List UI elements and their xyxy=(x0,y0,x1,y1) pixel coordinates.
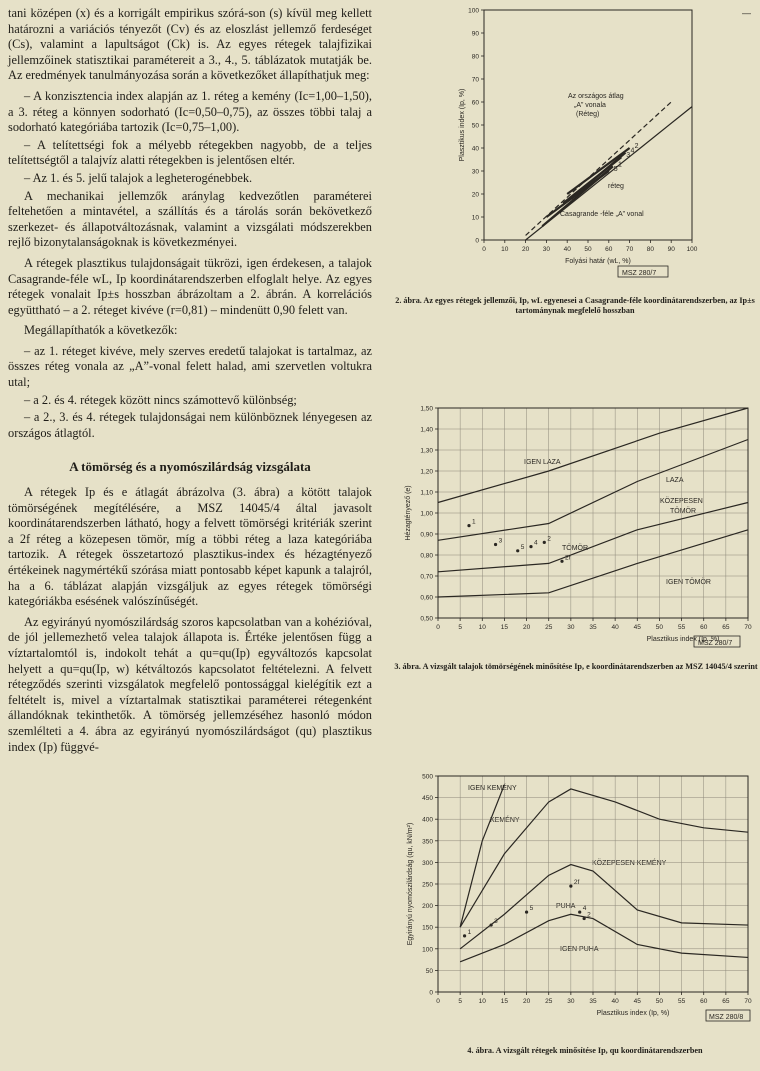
x-tick-label: 0 xyxy=(436,624,440,631)
x-tick-label: 70 xyxy=(744,624,752,631)
data-point-label: 5 xyxy=(520,543,525,551)
x-tick-label: 0 xyxy=(482,246,486,253)
data-point xyxy=(543,541,546,544)
y-tick-label: 1,30 xyxy=(420,447,433,455)
x-tick-label: 70 xyxy=(744,998,752,1005)
y-tick-label: 60 xyxy=(471,99,479,107)
y-tick-label: 500 xyxy=(422,773,433,781)
y-tick-label: 0 xyxy=(429,989,433,997)
annotation-avonal: „A” vonala xyxy=(574,102,606,109)
y-tick-label: 0,60 xyxy=(420,594,433,602)
paragraph: A rétegek plasztikus tulajdonságait tükrözi, igen érdekesen, a talajok Casagrande-féle wL, Ip koordinátarendszerben elfoglalt helye. Az egyes rétegek vonalait Ip±s hosszban ábrázoltam a 2. ábrán. A korrelációs együttható – a 2. réteget kivéve (r=0,81) – mindenütt 0,90 felett van. xyxy=(8,255,372,317)
y-tick-label: 30 xyxy=(471,168,479,176)
paragraph: A rétegek Ip és e átlagát ábrázolva (3. ábra) a kötött talajok tömörségének megítélésére, a MSZ 14045/4 által javasolt koordinátarendszerben látható, hogy a felvett tömörségi kritériák szerint a 2f réteg a közepesen tömör, míg a többi réteg a laza kategóriába tartozik. A rétegek összetartozó plasztikus-index és hézagtényező értékeinek nagymértékű szórása miatt pontosabb képet kapunk a talajról, ha a 6. táblázat alapján vizsgáljuk az egyes rétegek tömörségi kategóriákba esésének valószínűségét. xyxy=(8,485,372,609)
paragraph: Megállapíthatók a következők: xyxy=(24,323,178,338)
y-tick-label: 0,50 xyxy=(420,615,433,623)
region-puha: PUHA xyxy=(556,903,576,910)
x-tick-label: 35 xyxy=(589,624,597,631)
figure-4 xyxy=(404,770,760,1030)
data-point-label: 5 xyxy=(529,905,534,913)
x-tick-label: 30 xyxy=(567,624,575,631)
data-point xyxy=(569,885,572,888)
data-point xyxy=(516,549,519,552)
x-tick-label: 15 xyxy=(500,998,509,1005)
y-tick-label: 400 xyxy=(422,816,433,824)
y-tick-label: 0,70 xyxy=(420,573,433,581)
data-point xyxy=(529,545,532,548)
paragraph: tani középen (x) és a korrigált empirikus szórá-son (s) kívül meg kellett határozni a variációs tényezőt (Cv) és az eloszlást jellemző ferdeséget (Cs), valamint a lapultságot (Ck) is. Az egyes rétegek talajfizikai jellemzőinek statisztikai paramétereit a 3., 4., 5. táblázatok mutatják be. Az eredmények tanulmányozása során a következőket állapíthatjuk meg: xyxy=(8,6,372,83)
data-point xyxy=(463,934,466,937)
x-tick-label: 40 xyxy=(563,246,571,253)
y-tick-label: 0 xyxy=(475,237,479,245)
data-point-label: 3 xyxy=(494,918,498,926)
x-tick-label: 10 xyxy=(501,246,509,253)
series-label: 5 xyxy=(613,166,618,173)
compactness-chart xyxy=(404,402,760,652)
data-point xyxy=(560,560,563,563)
y-tick-label: 150 xyxy=(422,924,433,932)
region-laza: LAZA xyxy=(666,477,684,484)
x-tick-label: 50 xyxy=(655,624,664,631)
y-tick-label: 1,10 xyxy=(420,489,433,497)
strength-chart xyxy=(404,770,760,1030)
region-tomor-2: TÖMÖR xyxy=(562,545,589,552)
x-axis-label: Plasztikus index (Ip, %) xyxy=(646,636,720,643)
series-line xyxy=(460,789,748,927)
y-tick-label: 10 xyxy=(471,214,479,222)
data-point-label: 4 xyxy=(582,905,587,913)
x-tick-label: 5 xyxy=(458,998,462,1005)
y-tick-label: 1,00 xyxy=(420,510,433,518)
y-tick-label: 1,40 xyxy=(420,426,433,434)
y-tick-label: 100 xyxy=(468,7,479,15)
x-tick-label: 65 xyxy=(722,998,730,1005)
figure-3 xyxy=(404,402,760,652)
region-kemeny: KEMÉNY xyxy=(490,817,520,824)
series-label: 2 xyxy=(634,143,639,150)
data-point xyxy=(583,917,586,920)
y-tick-label: 200 xyxy=(422,903,433,911)
figure-3-caption: 3. ábra. A vizsgált talajok tömörségének minősítése Ip, e koordinátarendszerben az MSZ 14045/4 szerint xyxy=(394,662,758,671)
region-igen-puha: IGEN PUHA xyxy=(560,946,599,953)
x-tick-label: 30 xyxy=(567,998,575,1005)
series-label: 3 xyxy=(626,152,631,160)
series-line xyxy=(460,911,748,962)
figure-4-caption: 4. ábra. A vizsgált rétegek minősítése Ip, qu koordinátarendszerben xyxy=(467,1046,703,1055)
region-igen-laza: IGEN LAZA xyxy=(524,459,561,466)
y-tick-label: 50 xyxy=(471,122,479,130)
series-label: 1 xyxy=(617,161,622,169)
x-tick-label: 10 xyxy=(478,624,486,631)
x-tick-label: 55 xyxy=(677,624,686,631)
y-tick-label: 1,20 xyxy=(420,468,433,476)
standard-label: MSZ 280/8 xyxy=(709,1014,744,1021)
x-tick-label: 30 xyxy=(542,246,551,253)
region-kozepesen-kemeny: KÖZEPESEN KEMÉNY xyxy=(592,860,667,867)
x-tick-label: 35 xyxy=(589,998,597,1005)
series-label: 4 xyxy=(630,147,635,155)
annotation-atlag: Az országos átlag xyxy=(568,93,624,100)
y-tick-label: 80 xyxy=(471,53,479,61)
x-tick-label: 50 xyxy=(584,246,592,253)
y-axis-label: Plasztikus index (Ip, %) xyxy=(459,88,466,162)
x-tick-label: 45 xyxy=(633,998,641,1005)
x-tick-label: 40 xyxy=(611,624,619,631)
y-tick-label: 90 xyxy=(471,30,479,38)
data-point xyxy=(578,910,581,913)
annotation-casagrande: Casagrande -féle „A” vonal xyxy=(560,211,644,218)
region-igen-tomor: IGEN TÖMÖR xyxy=(666,579,711,586)
data-point xyxy=(467,524,470,527)
standard-label: MSZ 280/7 xyxy=(698,640,733,647)
y-tick-label: 1,50 xyxy=(420,405,433,413)
region-igen-kemeny: IGEN KEMÉNY xyxy=(468,785,517,792)
data-point-label: 2f xyxy=(565,554,571,562)
data-point-label: 2 xyxy=(547,535,551,543)
data-point-label: 1 xyxy=(467,928,472,936)
x-tick-label: 60 xyxy=(700,998,708,1005)
data-point xyxy=(490,923,493,926)
y-tick-label: 0,90 xyxy=(420,531,433,539)
figure-2-caption: 2. ábra. Az egyes rétegek jellemzői, Ip, wL egyenesei a Casagrande-féle koordinátarendszerben, az Ip±s tartománynak megfelelő hosszban xyxy=(395,296,755,315)
list-item: – Az 1. és 5. jelű talajok a legheterogénebbek. xyxy=(24,170,253,185)
section-heading: A tömörség és a nyomószilárdság vizsgálata xyxy=(69,459,311,475)
x-tick-label: 20 xyxy=(522,624,531,631)
annotation-reteg: (Réteg) xyxy=(576,111,600,118)
x-tick-label: 50 xyxy=(655,998,664,1005)
x-tick-label: 20 xyxy=(522,998,531,1005)
paragraph: A mechanikai jellemzők aránylag kedvezőtlen paraméterei feltehetően a mintavétel, a szállítás és a tárolás során bekövetkező szerkezet- és állapotváltozásnak, valamint a vizsgálati módszerekben rejlő bizonytalanságoknak is következményei. xyxy=(8,188,372,250)
list-item: – az 1. réteget kivéve, mely szerves eredetű talajokat is tartalmaz, az összes réteg vonala az „A”-vonal felett halad, ami szervetlen voltukra utal; xyxy=(8,343,372,390)
list-item: – A telítettségi fok a mélyebb rétegekben nagyobb, de a teljes telítettségtől a talajvíz alatti rétegekben is jelentősen eltér. xyxy=(8,137,372,168)
x-tick-label: 80 xyxy=(646,246,655,253)
x-tick-label: 55 xyxy=(677,998,686,1005)
x-tick-label: 20 xyxy=(521,246,530,253)
x-tick-label: 45 xyxy=(633,624,641,631)
y-tick-label: 250 xyxy=(422,881,433,889)
y-tick-label: 100 xyxy=(422,946,433,954)
x-tick-label: 100 xyxy=(686,246,698,253)
text-column xyxy=(8,6,372,760)
x-tick-label: 25 xyxy=(545,998,553,1005)
x-tick-label: 60 xyxy=(700,624,708,631)
x-tick-label: 65 xyxy=(722,624,730,631)
y-tick-label: 20 xyxy=(471,191,479,199)
data-point xyxy=(525,910,528,913)
x-tick-label: 60 xyxy=(605,246,613,253)
list-item: – A konzisztencia index alapján az 1. réteg a kemény (Ic=1,00–1,50), a 3. réteg a könnyen sodorható (Ic=0,50–0,75), az összes többi talaj a sodorható kategóriába tartozik (Ic=0,75–1,00). xyxy=(8,88,372,135)
annotation-reteg-lines: réteg xyxy=(608,183,624,190)
x-tick-label: 40 xyxy=(611,998,619,1005)
standard-label: MSZ 280/7 xyxy=(622,270,657,277)
y-tick-label: 300 xyxy=(422,859,433,867)
series-line xyxy=(460,865,748,949)
data-point-label: 2 xyxy=(587,911,591,919)
region-kozepesen: KÖZEPESEN xyxy=(660,498,703,505)
y-tick-label: 70 xyxy=(471,76,479,84)
data-point-label: 4 xyxy=(534,539,538,547)
casagrande-chart xyxy=(456,4,756,294)
x-tick-label: 15 xyxy=(500,624,509,631)
x-tick-label: 90 xyxy=(667,246,675,253)
y-tick-label: 40 xyxy=(471,145,479,153)
data-point-label: 2f xyxy=(573,879,580,887)
corner-mark: — xyxy=(742,8,751,18)
list-item: – a 2. és 4. rétegek között nincs számottevő különbség; xyxy=(24,392,297,407)
list-item: – a 2., 3. és 4. rétegek tulajdonságai nem különböznek lényegesen az országos átlagtól. xyxy=(8,410,372,440)
data-point-label: 3 xyxy=(498,537,503,545)
x-axis-label: Plasztikus index (Ip, %) xyxy=(596,1010,670,1017)
data-point xyxy=(494,543,497,546)
region-tomor: TÖMÖR xyxy=(670,508,697,515)
x-tick-label: 5 xyxy=(458,624,462,631)
x-tick-label: 0 xyxy=(436,998,440,1005)
x-tick-label: 70 xyxy=(625,246,634,253)
y-tick-label: 350 xyxy=(422,838,433,846)
figure-2 xyxy=(456,4,756,294)
plot-frame xyxy=(484,10,692,240)
x-tick-label: 25 xyxy=(545,624,553,631)
data-point-label: 1 xyxy=(472,518,476,526)
x-axis-label: Folyási határ (wL, %) xyxy=(565,258,631,265)
x-tick-label: 10 xyxy=(478,998,486,1005)
y-tick-label: 0,80 xyxy=(420,552,433,560)
y-axis-label: Egyirányú nyomószilárdság (qu, kN/m²) xyxy=(407,822,414,946)
y-tick-label: 50 xyxy=(425,967,433,975)
y-tick-label: 450 xyxy=(422,795,433,803)
y-axis-label: Hézagtényező (e) xyxy=(405,485,412,541)
paragraph: Az egyirányú nyomószilárdság szoros kapcsolatban van a kohézióval, de jól jellemezhető velea talajok állapota is. Értéke jelentősen függ a víztartalomtól is, indokolt tehát a qu=qu(Ip) egyváltozós kapcsolat helyett a qu=qu(Ip, w) kétváltozós kapcsolatot feltételezni. A felvett rétegződés szerinti vizsgálatok megfelelő pontossággal kielégítik ezt a feltételt is, mivel a víztartalmak statisztikai paraméterei rétegenként állandóknak tekinthetők. A tömörség jellemzéséhez hasonló módon szemlélteti a 4. ábra az egyirányú nyomószilárdságot (qu) plasztikus index (Ip) függvé- xyxy=(8,614,372,754)
